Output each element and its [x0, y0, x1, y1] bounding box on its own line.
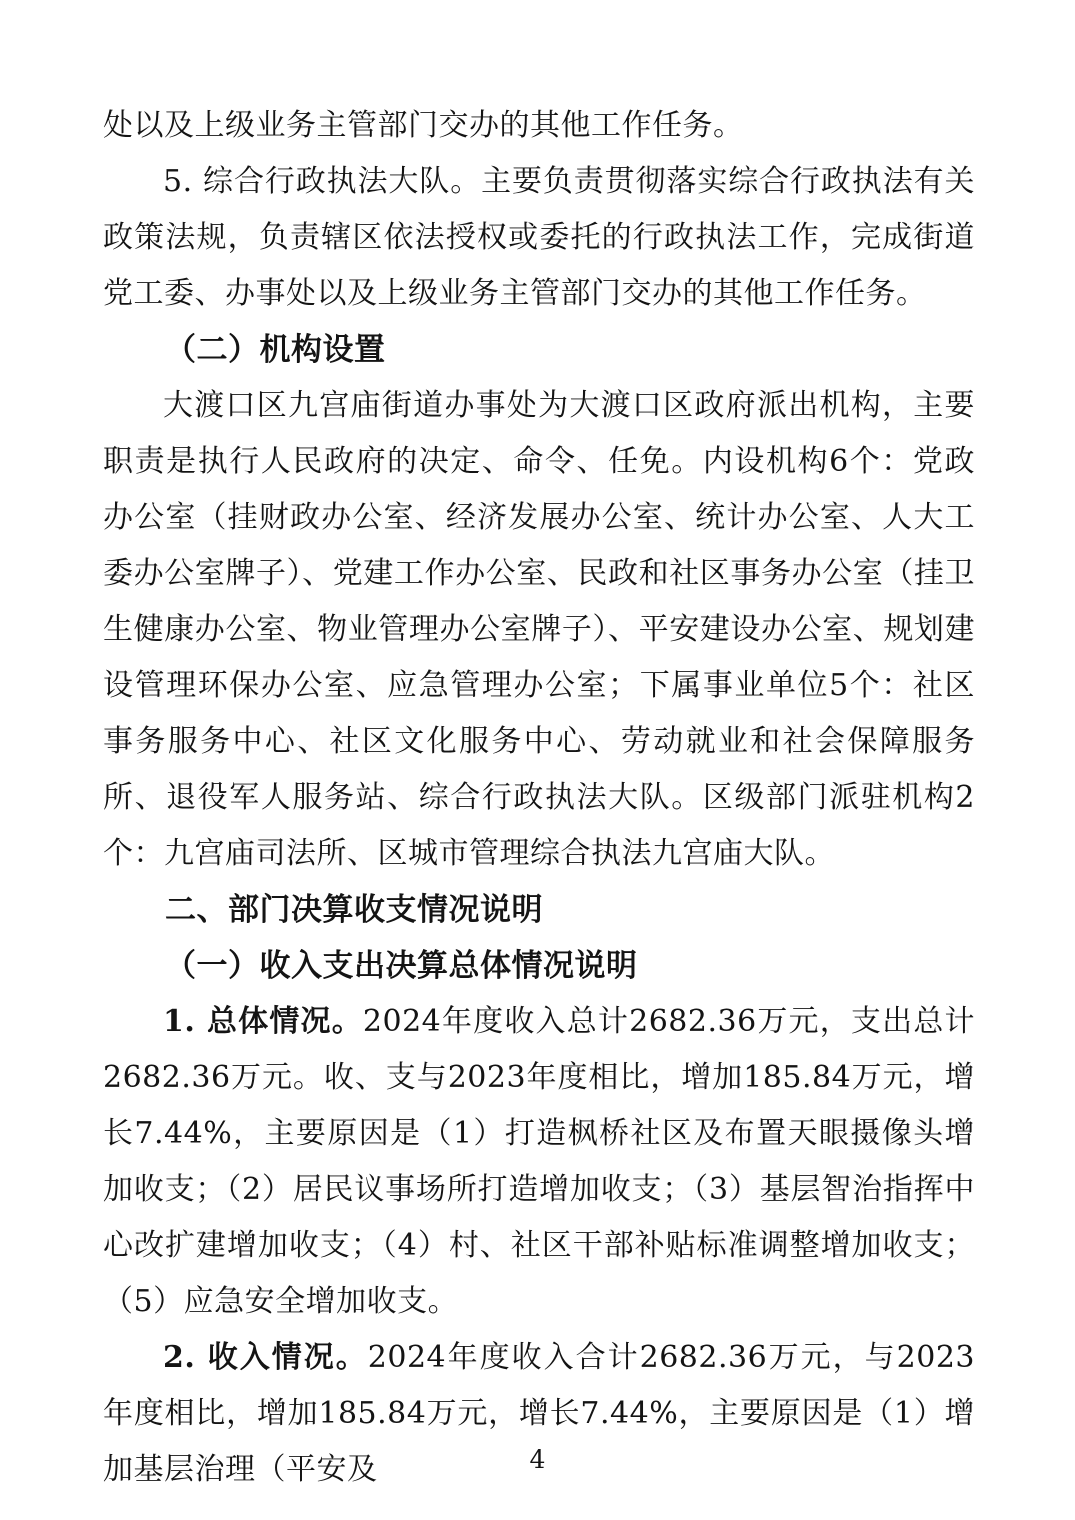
page-number: 4 — [529, 1445, 546, 1474]
paragraph-overall-lead: 1. 总体情况。 — [163, 1004, 363, 1039]
paragraph-org-structure-detail: 大渡口区九宫庙街道办事处为大渡口区政府派出机构，主要职责是执行人民政府的决定、命令、任免。内设机构6个：党政办公室（挂财政办公室、经济发展办公室、统计办公室、人大工委办公室牌子）、党建工作办公室、民政和社区事务办公室（挂卫生健康办公室、物业管理办公室牌子）、平安建设办公室、规划建设管理环保办公室、应急管理办公室；下属事业单位5个：社区事务服务中心、社区文化服务中心、劳动就业和社会保障服务所、退役军人服务站、综合行政执法大队。区级部门派驻机构2个：九宫庙司法所、区城市管理综合执法九宫庙大队。 — [103, 388, 975, 871]
paragraph-tasks-continuation: 处以及上级业务主管部门交办的其他工作任务。 — [103, 108, 744, 143]
paragraph-enforcement-brigade: 5. 综合行政执法大队。主要负责贯彻落实综合行政执法有关政策法规，负责辖区依法授权或委托的行政执法工作，完成街道党工委、办事处以及上级业务主管部门交办的其他工作任务。 — [103, 164, 975, 311]
heading-org-structure: （二）机构设置 — [165, 332, 386, 368]
document-content — [103, 98, 975, 1498]
paragraph-overall-text: 2024年度收入总计2682.36万元，支出总计2682.36万元。收、支与2023年度相比，增加185.84万元，增长7.44%，主要原因是（1）打造枫桥社区及布置天眼摄像头增加收支；（2）居民议事场所打造增加收支；（3）基层智治指挥中心改扩建增加收支；（4）村、社区干部补贴标准调整增加收支；（5）应急安全增加收支。 — [103, 1004, 976, 1319]
paragraph-income-lead: 2. 收入情况。 — [163, 1340, 368, 1375]
paragraph-income-text: 2024年度收入合计2682.36万元，与2023年度相比，增加185.84万元，增长7.44%，主要原因是（1）增加基层治理（平安及 — [103, 1340, 975, 1487]
heading-income-expense-overview: （一）收入支出决算总体情况说明 — [165, 948, 638, 984]
heading-budget-section: 二、部门决算收支情况说明 — [165, 892, 543, 928]
paragraph-overall-situation — [103, 994, 975, 1330]
